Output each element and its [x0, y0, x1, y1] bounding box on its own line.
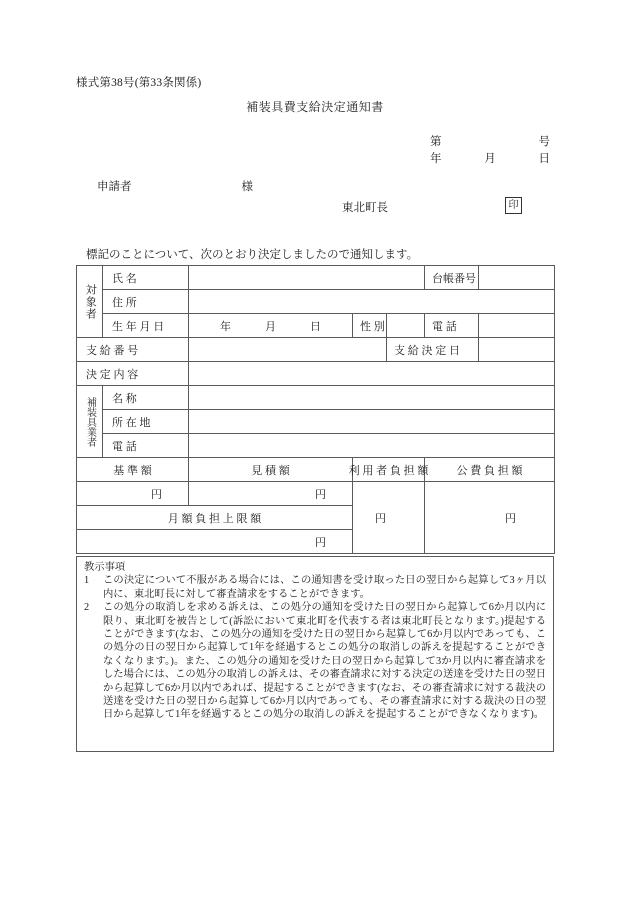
date-month-label: 月 [484, 153, 496, 165]
decision-content-value-cell[interactable] [189, 362, 555, 386]
date-year-label: 年 [430, 153, 442, 165]
name-value-cell[interactable] [189, 266, 425, 290]
public-burden-value-cell[interactable]: 円 [425, 482, 555, 554]
table-row-vendor-name [77, 386, 555, 410]
table-row-birthdate [77, 314, 555, 338]
address-value-cell[interactable] [189, 290, 555, 314]
notice-item-number: 1 [84, 575, 90, 587]
birthdate-month-label: 月 [265, 320, 276, 333]
user-burden-label-cell: 利 用 者 負 担 額 [353, 458, 425, 482]
gender-label-cell: 性 別 [353, 314, 387, 338]
applicant-line [97, 178, 253, 194]
seal-stamp-box: 印 [505, 197, 522, 214]
estimate-amount-value-cell[interactable]: 円 [189, 482, 353, 506]
birthdate-label-cell: 生 年 月 日 [103, 314, 189, 338]
document-title: 補装具費支給決定通知書 [246, 100, 384, 114]
lead-statement: 標記のことについて、次のとおり決定しましたので通知します。 [86, 249, 419, 261]
notice-item [84, 601, 546, 722]
birthdate-year-label: 年 [220, 320, 231, 333]
table-row-name [77, 266, 555, 290]
ledger-number-label-cell: 台帳番号 [425, 266, 479, 290]
user-burden-value-cell[interactable]: 円 [353, 482, 425, 554]
decision-content-label-cell: 決 定 内 容 [77, 362, 189, 386]
notice-item-text: この決定について不服がある場合には、この通知書を受け取った日の翌日から起算して3ヶ月以内に、東北町長に対して審査請求をすることができます。 [103, 575, 546, 600]
number-label: 第 [430, 136, 442, 148]
decision-date-label-cell: 支 給 決 定 日 [387, 338, 479, 362]
standard-amount-value-cell[interactable]: 円 [77, 482, 189, 506]
table-row-cost-headers [77, 458, 555, 482]
phone-value-cell[interactable] [479, 314, 555, 338]
issuer-name: 東北町長 [342, 202, 388, 214]
document-meta [430, 134, 550, 168]
document-date-row [430, 151, 550, 168]
standard-amount-label-cell: 基 準 額 [77, 458, 189, 482]
decision-date-value-cell[interactable] [479, 338, 555, 362]
notice-item-number: 2 [84, 602, 90, 614]
table-row-payment-number [77, 338, 555, 362]
vendor-address-value-cell[interactable] [189, 410, 555, 434]
payment-number-value-cell[interactable] [189, 338, 387, 362]
notice-item-text: この処分の取消しを求める訴えは、この処分の通知を受けた日の翌日から起算して6か月以内に限り、東北町を被告として(訴訟において東北町を代表する者は東北町長となります。)提起することができます(なお、この処分の通知を受けた日の翌日から起算して6か月以内であっても、この処分の日の翌日から起算して1年を経過するとこの処分の取消しの訴えを提起することができなくなります。)。また、この処分の通知を受けた日の翌日から起算して3か月以内に審査請求をした場合には、この処分の取消しの訴えは、その審査請求に対する決定の送達を受けた日の翌日から起算して6か月以内であれば、提起することができます(なお、その審査請求に対する裁決の送達を受けた日の翌日から起算して6か月以内であっても、その審査請求に対する裁決の日の翌日から起算して1年を経過するとこの処分の取消しの訴えを提起することができなくなります)。 [103, 602, 546, 721]
vendor-phone-label-cell: 電 話 [103, 434, 189, 458]
date-day-label: 日 [538, 153, 550, 165]
subject-vertical-label: 対象者 [77, 266, 103, 338]
applicant-label: 申請者 [97, 181, 132, 193]
gender-value-cell[interactable] [387, 314, 425, 338]
name-label-cell: 氏 名 [103, 266, 189, 290]
table-row-decision-content [77, 362, 555, 386]
ledger-number-value-cell[interactable] [479, 266, 555, 290]
table-row-vendor-address [77, 410, 555, 434]
vendor-name-label-cell: 名 称 [103, 386, 189, 410]
table-row-cost-values [77, 482, 555, 506]
phone-label-cell: 電 話 [425, 314, 479, 338]
number-unit: 号 [538, 136, 550, 148]
estimate-amount-label-cell: 見 積 額 [189, 458, 353, 482]
form-number: 様式第38号(第33条関係) [76, 77, 202, 89]
notice-item [84, 574, 546, 601]
vendor-name-value-cell[interactable] [189, 386, 555, 410]
vendor-address-label-cell: 所 在 地 [103, 410, 189, 434]
monthly-cap-label-cell: 月 額 負 担 上 限 額 [77, 506, 353, 530]
address-label-cell: 住 所 [103, 290, 189, 314]
notice-title: 教示事項 [84, 562, 126, 573]
payment-number-label-cell: 支 給 番 号 [77, 338, 189, 362]
notice-box [76, 556, 554, 752]
monthly-cap-value-cell[interactable]: 円 [77, 530, 353, 554]
vendor-vertical-label: 補装具業者 [77, 386, 103, 458]
public-burden-label-cell: 公 費 負 担 額 [425, 458, 555, 482]
table-row-vendor-phone [77, 434, 555, 458]
document-number-row [430, 134, 550, 151]
table-row-address [77, 290, 555, 314]
honorific-label: 様 [241, 181, 253, 193]
vendor-phone-value-cell[interactable] [189, 434, 555, 458]
birthdate-value-cell[interactable] [189, 314, 353, 338]
decision-table [76, 265, 555, 554]
birthdate-day-label: 日 [310, 320, 321, 333]
